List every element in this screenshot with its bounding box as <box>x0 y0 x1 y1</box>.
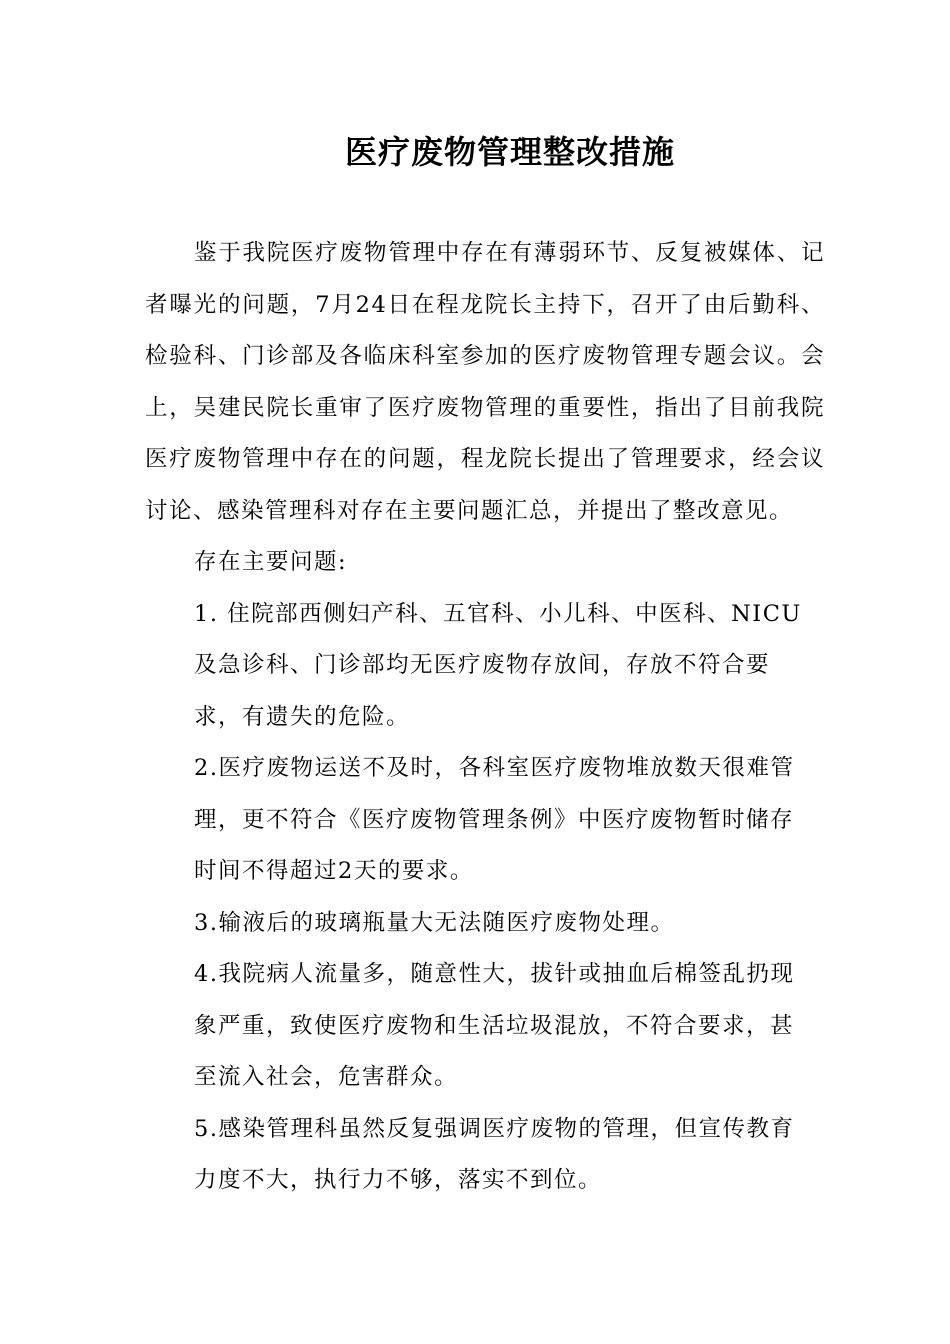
issue-item: 2.医疗废物运送不及时，各科室医疗废物堆放数天很难管理，更不符合《医疗废物管理条例》中医疗废物暂时储存时间不得超过2天的要求。 <box>194 755 795 884</box>
issue-item: 1. 住院部西侧妇产科、五官科、小儿科、中医科、NICU及急诊科、门诊部均无医疗废物存放间，存放不符合要求，有遗失的危险。 <box>194 600 802 730</box>
issue-item: 4.我院病人流量多，随意性大，拔针或抽血后棉签乱扔现象严重，致使医疗废物和生活垃圾混放，不符合要求，甚至流入社会，危害群众。 <box>194 961 795 1090</box>
issue-item: 3.输液后的玻璃瓶量大无法随医疗废物处理。 <box>194 909 675 936</box>
issues-heading: 存在主要问题: <box>194 549 348 575</box>
intro-paragraph: 鉴于我院医疗废物管理中存在有薄弱环节、反复被媒体、记者曝光的问题，7月24日在程龙院长主持下，召开了由后勤科、检验科、门诊部及各临床科室参加的医疗废物管理专题会议。会上，吴建民院长重审了医疗废物管理的重要性，指出了目前我院医疗废物管理中存在的问题，程龙院长提出了管理要求，经会议讨论、感染管理科对存在主要问题汇总，并提出了整改意见。 <box>145 240 825 524</box>
document-title: 医疗废物管理整改措施 <box>344 133 675 171</box>
document-body <box>145 228 825 1207</box>
issue-item: 5.感染管理科虽然反复强调医疗废物的管理，但宣传教育力度不大，执行力不够，落实不到位。 <box>194 1115 795 1193</box>
